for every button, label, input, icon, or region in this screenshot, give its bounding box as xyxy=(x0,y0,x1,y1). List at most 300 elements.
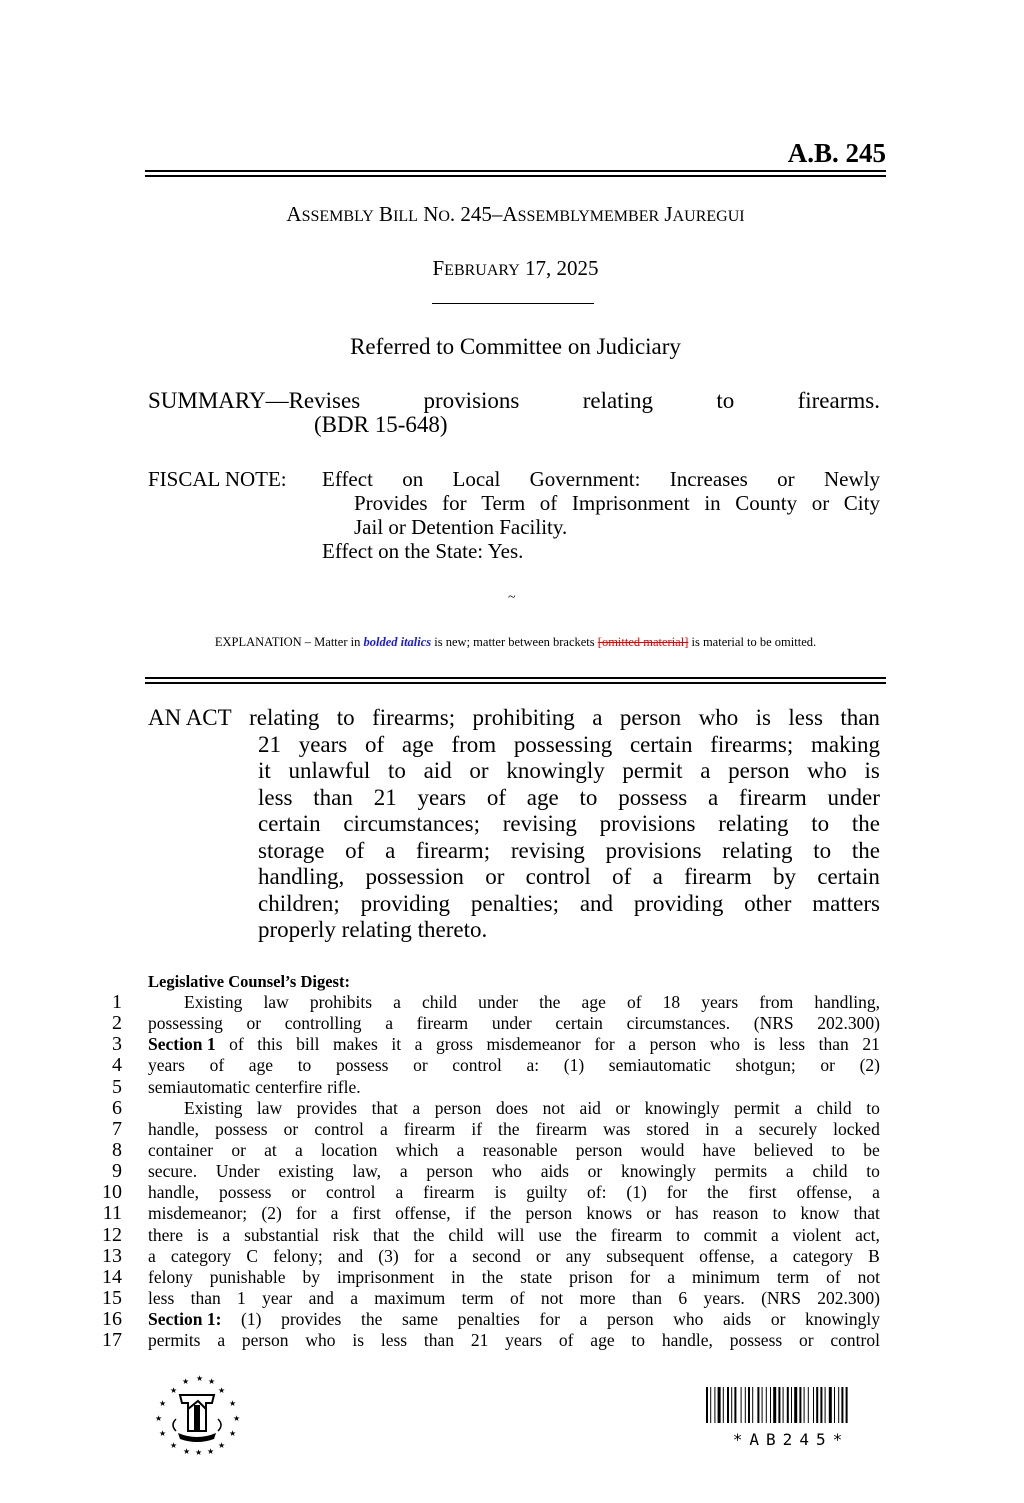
digest-word: the xyxy=(498,1118,520,1139)
digest-word: felony; xyxy=(273,1245,323,1266)
act-word: of xyxy=(612,864,632,889)
digest-word: of xyxy=(229,1034,244,1055)
line-number: 2 xyxy=(112,1012,122,1035)
digest-word: person xyxy=(575,1139,623,1160)
fiscal-line: Effect on the State: Yes. xyxy=(322,539,524,563)
act-word: of xyxy=(345,837,365,863)
act-word: other xyxy=(744,890,792,916)
digest-word: reason xyxy=(712,1203,759,1224)
act-word: making xyxy=(810,731,880,757)
act-word: 21 xyxy=(373,784,397,810)
barcode-bar xyxy=(727,1387,729,1423)
digest-word: first xyxy=(352,1203,381,1224)
act-word: possess xyxy=(618,784,688,810)
digest-word: or xyxy=(231,1139,246,1160)
digest-word: circumstances. xyxy=(626,1013,731,1034)
svg-text:★: ★ xyxy=(218,1441,226,1450)
digest-word: or xyxy=(413,1055,428,1076)
digest-word: who xyxy=(491,1161,522,1182)
digest-word: knows xyxy=(586,1203,633,1224)
summary-word: relating xyxy=(582,388,653,413)
act-word: than xyxy=(840,705,880,730)
act-word: firearm; xyxy=(416,837,491,863)
digest-word: Section 1: xyxy=(148,1309,222,1330)
digest-word: was xyxy=(603,1118,631,1139)
digest-word: existing xyxy=(278,1161,334,1182)
digest-word: (NRS xyxy=(761,1287,801,1308)
act-word: less xyxy=(788,705,823,730)
digest-word: under xyxy=(478,992,518,1012)
act-word: who xyxy=(698,705,739,730)
digest-word: years. xyxy=(703,1287,745,1308)
digest-text xyxy=(148,1182,880,1203)
digest-word: the xyxy=(481,1266,504,1287)
fiscal-word: Effect xyxy=(322,467,373,491)
digest-word: second xyxy=(472,1245,521,1266)
barcode-bar xyxy=(778,1387,780,1423)
digest-word: years xyxy=(148,1055,185,1076)
act-line: properly relating thereto. xyxy=(258,917,488,942)
act-word: AN ACT xyxy=(148,705,232,730)
digest-text xyxy=(148,1140,880,1161)
digest-word: or xyxy=(587,1161,603,1182)
digest-text xyxy=(148,1288,880,1309)
digest-word: penalties xyxy=(457,1309,520,1330)
barcode-bar xyxy=(710,1387,711,1423)
digest-line xyxy=(100,1055,880,1076)
digest-line xyxy=(100,1034,880,1055)
svg-text:★: ★ xyxy=(208,1377,216,1386)
act-word: who xyxy=(807,758,847,783)
digest-word: use xyxy=(538,1224,562,1245)
summary-word: firearms. xyxy=(797,388,880,413)
digest-word: makes xyxy=(333,1034,378,1055)
digest-word: stored xyxy=(646,1118,690,1139)
digest-word: felony xyxy=(148,1266,193,1287)
summary-bdr: (BDR 15-648) xyxy=(314,412,448,437)
fiscal-word: on xyxy=(402,467,424,491)
act-word: to xyxy=(579,784,598,810)
digest-word: control xyxy=(314,1118,364,1139)
digest-word: shotgun; xyxy=(735,1055,796,1076)
digest xyxy=(100,992,880,1351)
act-word: of xyxy=(486,784,506,810)
digest-word: or xyxy=(291,1182,306,1203)
digest-word: a xyxy=(667,1266,676,1287)
digest-word: a xyxy=(295,1139,303,1160)
barcode-bar xyxy=(748,1387,750,1423)
fiscal-word: County xyxy=(735,491,798,515)
digest-word: C xyxy=(246,1245,258,1266)
digest-word: not xyxy=(857,1266,880,1287)
digest-word: aids xyxy=(723,1309,752,1330)
digest-word: 202.300) xyxy=(817,1013,880,1034)
digest-word: permits xyxy=(714,1161,768,1182)
digest-word: firearm xyxy=(423,1182,475,1203)
digest-text xyxy=(148,1267,880,1288)
digest-word: a xyxy=(222,1224,231,1245)
digest-word: minimum xyxy=(691,1266,761,1287)
digest-word: securely xyxy=(758,1118,818,1139)
digest-word: by xyxy=(302,1266,320,1287)
act-line xyxy=(148,732,880,759)
digest-word: rifle. xyxy=(327,1076,361,1097)
fiscal-word: or xyxy=(777,467,795,491)
digest-word: provides xyxy=(296,1097,358,1118)
digest-word: of xyxy=(558,1330,574,1351)
digest-word: that xyxy=(372,1224,400,1245)
line-number: 16 xyxy=(102,1308,122,1331)
barcode-bar xyxy=(773,1387,776,1423)
digest-word: control xyxy=(830,1330,880,1351)
digest-word: permits xyxy=(148,1330,201,1351)
line-number: 3 xyxy=(112,1033,122,1056)
barcode-bar xyxy=(816,1387,818,1423)
fiscal-word: Provides xyxy=(354,491,428,515)
digest-word: state xyxy=(520,1266,553,1287)
digest-word: than xyxy=(818,1034,849,1055)
digest-word: Under xyxy=(215,1161,260,1182)
act-word: storage xyxy=(258,837,325,863)
barcode-bar xyxy=(804,1387,805,1423)
fiscal-note-label: FISCAL NOTE: xyxy=(148,467,287,491)
digest-word: and xyxy=(337,1245,364,1266)
digest-word: than xyxy=(631,1287,663,1308)
digest-word: certain xyxy=(555,1013,603,1034)
digest-word: possess xyxy=(729,1330,783,1351)
digest-text xyxy=(148,1246,880,1267)
digest-word: have xyxy=(702,1139,736,1160)
digest-word: person xyxy=(434,1097,482,1118)
digest-word: for xyxy=(629,1266,651,1287)
summary-block xyxy=(148,389,880,437)
act-word: age xyxy=(526,784,559,810)
fiscal-word: Local xyxy=(452,467,501,491)
explanation-new-sample: bolded italics xyxy=(363,635,432,649)
act-word: under xyxy=(827,784,880,810)
act-word: firearm xyxy=(739,784,807,810)
act-word: of xyxy=(364,731,385,757)
act-word: firearms; xyxy=(710,731,794,757)
svg-text:★: ★ xyxy=(229,1399,237,1408)
digest-word: semiautomatic xyxy=(148,1076,251,1097)
digest-word: offense, xyxy=(395,1203,451,1224)
digest-word: 6 xyxy=(678,1287,688,1308)
digest-word: of: xyxy=(587,1182,607,1203)
explanation: EXPLANATION – Matter in bolded italics is new; matter between brackets [omitted material] is material to be omitted. xyxy=(214,635,817,649)
act-line xyxy=(148,811,880,838)
act-word: aid xyxy=(423,758,452,783)
act-word: provisions xyxy=(605,837,702,863)
nevada-legislature-seal xyxy=(152,1375,242,1460)
act-word: person xyxy=(619,705,682,730)
digest-word: a xyxy=(872,1182,880,1203)
digest-word: category xyxy=(792,1245,853,1266)
digest-text xyxy=(148,1034,880,1055)
digest-word: law, xyxy=(352,1161,382,1182)
digest-word: knowingly xyxy=(805,1309,880,1330)
digest-word: a xyxy=(379,1118,388,1139)
digest-line xyxy=(100,1140,880,1161)
digest-word: of xyxy=(626,992,642,1012)
digest-word: the xyxy=(575,1224,597,1245)
digest-word: less xyxy=(148,1287,175,1308)
svg-text:★: ★ xyxy=(159,1399,167,1408)
committee-referral: Referred to Committee on Judiciary xyxy=(350,334,681,359)
barcode-bar xyxy=(829,1387,832,1423)
act-word: to xyxy=(811,811,830,836)
act-word: or xyxy=(485,864,505,889)
bill-number: A.B. 245 xyxy=(787,138,886,168)
digest-word: imprisonment xyxy=(336,1266,435,1287)
digest-word: substantial xyxy=(244,1224,319,1245)
digest-word: less xyxy=(778,1034,806,1055)
act-word: a xyxy=(700,758,711,783)
digest-word: of xyxy=(510,1287,525,1308)
digest-word: aids xyxy=(540,1161,569,1182)
digest-word: person xyxy=(241,1330,289,1351)
digest-word: a xyxy=(395,1182,404,1203)
line-number: 14 xyxy=(102,1265,122,1288)
act-word: children; xyxy=(258,890,340,916)
digest-word: handle, xyxy=(661,1330,713,1351)
line-number: 10 xyxy=(102,1181,122,1204)
act-word: possession xyxy=(365,864,464,889)
act-word: certain xyxy=(629,731,693,757)
digest-word: subsequent xyxy=(606,1245,684,1266)
digest-line xyxy=(100,1203,880,1224)
digest-line xyxy=(100,1246,880,1267)
digest-word: the xyxy=(361,1309,383,1330)
act-word: a xyxy=(385,837,396,863)
digest-word: a xyxy=(350,1287,358,1308)
digest-word: violent xyxy=(792,1224,842,1245)
digest-word: or xyxy=(646,1203,661,1224)
digest-text xyxy=(148,1309,880,1330)
act-line xyxy=(148,838,880,865)
fiscal-word: Increases xyxy=(669,467,748,491)
act-word: or xyxy=(469,758,489,783)
digest-word: a xyxy=(449,1245,458,1266)
digest-word: a xyxy=(217,1330,226,1351)
line-number: 17 xyxy=(102,1329,122,1352)
svg-text:★: ★ xyxy=(155,1414,163,1423)
fiscal-word: for xyxy=(442,491,467,515)
barcode-bar xyxy=(762,1387,763,1423)
digest-word: Existing xyxy=(184,1097,243,1118)
barcode-bar xyxy=(741,1387,742,1423)
digest-word: less xyxy=(380,1330,408,1351)
digest-word: under xyxy=(491,1013,532,1034)
svg-text:★: ★ xyxy=(218,1386,226,1395)
barcode-bar xyxy=(838,1387,839,1423)
digest-word: B xyxy=(868,1245,880,1266)
digest-word: offense, xyxy=(699,1245,755,1266)
barcode xyxy=(705,1387,877,1449)
digest-word: firearm xyxy=(610,1224,663,1245)
act-word: a xyxy=(592,705,603,730)
digest-word: (2) xyxy=(261,1203,282,1224)
svg-text:★: ★ xyxy=(229,1429,237,1438)
svg-text:★: ★ xyxy=(182,1377,190,1386)
digest-line xyxy=(100,1267,880,1288)
digest-line xyxy=(100,1182,880,1203)
digest-word: law xyxy=(256,1097,283,1118)
line-number: 12 xyxy=(102,1223,122,1246)
act-word: from xyxy=(451,731,497,757)
digest-text xyxy=(148,1330,880,1351)
digest-text xyxy=(148,1055,880,1076)
digest-word: firearm xyxy=(416,1013,469,1034)
digest-word: for xyxy=(296,1203,317,1224)
barcode-bar xyxy=(752,1387,753,1423)
digest-line xyxy=(100,1077,880,1098)
digest-word: 21 xyxy=(470,1330,489,1351)
svg-text:★: ★ xyxy=(233,1414,241,1423)
act-word: revising xyxy=(510,837,585,863)
digest-line xyxy=(100,1161,880,1182)
line-number: 9 xyxy=(112,1160,122,1183)
digest-word: this xyxy=(257,1034,283,1055)
act-word: a xyxy=(652,864,663,889)
digest-word: punishable xyxy=(209,1266,286,1287)
digest-word: a xyxy=(414,1034,423,1055)
digest-word: handle, xyxy=(148,1182,200,1203)
act-line xyxy=(148,785,880,812)
line-number: 11 xyxy=(102,1202,122,1225)
digest-word: is xyxy=(352,1330,365,1351)
digest-word: which xyxy=(395,1139,439,1160)
act-word: circumstances; xyxy=(343,811,480,836)
act-line xyxy=(148,891,880,918)
digest-word: term xyxy=(461,1287,494,1308)
digest-word: child xyxy=(448,1224,484,1245)
date-line: FEBRUARY 17, 2025 xyxy=(432,256,599,280)
digest-word: guilty xyxy=(526,1182,568,1203)
digest-text xyxy=(148,1161,880,1182)
line-number: 15 xyxy=(102,1286,122,1309)
digest-word: (1) xyxy=(626,1182,647,1203)
digest-word: secure. xyxy=(148,1161,198,1182)
line-number: 4 xyxy=(112,1054,122,1077)
digest-word: controlling xyxy=(284,1013,362,1034)
digest-word: a xyxy=(769,1245,778,1266)
digest-line xyxy=(100,1225,880,1246)
digest-word: of xyxy=(209,1055,225,1076)
svg-text:★: ★ xyxy=(170,1441,178,1450)
digest-word: for xyxy=(666,1182,688,1203)
digest-word: to xyxy=(866,1161,880,1182)
digest-word: from xyxy=(759,992,794,1012)
digest-word: is xyxy=(196,1224,209,1245)
digest-word: or xyxy=(820,1055,835,1076)
digest-word: semiautomatic xyxy=(608,1055,711,1076)
header-rule xyxy=(145,170,886,177)
barcode-bar xyxy=(799,1387,801,1423)
act-line xyxy=(148,864,880,891)
digest-line xyxy=(100,1013,880,1034)
digest-word: in xyxy=(451,1266,465,1287)
fiscal-word: Government: xyxy=(529,467,641,491)
digest-word: maximum xyxy=(374,1287,446,1308)
act-word: than xyxy=(313,784,353,810)
digest-word: be xyxy=(863,1139,880,1160)
svg-text:★: ★ xyxy=(159,1429,167,1438)
digest-word: any xyxy=(565,1245,592,1266)
digest-word: prohibits xyxy=(309,992,373,1012)
digest-word: than xyxy=(423,1330,455,1351)
act-title xyxy=(148,705,880,944)
digest-word: bill xyxy=(296,1034,320,1055)
barcode-caption: *AB245* xyxy=(732,1430,850,1449)
digest-word: control xyxy=(325,1182,376,1203)
digest-word: if xyxy=(464,1203,476,1224)
digest-word: permit xyxy=(734,1097,780,1118)
digest-word: same xyxy=(402,1309,439,1330)
digest-word: age xyxy=(248,1055,274,1076)
fiscal-word: City xyxy=(843,491,880,515)
act-word: penalties; xyxy=(470,890,559,916)
digest-line xyxy=(100,1330,880,1351)
act-word: providing xyxy=(360,890,451,916)
digest-word: (1) xyxy=(563,1055,585,1076)
digest-word: 18 xyxy=(662,992,681,1012)
digest-word: more xyxy=(579,1287,616,1308)
svg-text:★: ★ xyxy=(196,1375,204,1383)
summary-word: SUMMARY—Revises xyxy=(148,388,361,413)
digest-word: child xyxy=(812,1161,848,1182)
digest-word: in xyxy=(705,1118,719,1139)
act-word: certain xyxy=(258,811,321,836)
fiscal-word: Imprisonment xyxy=(571,491,690,515)
act-word: age xyxy=(401,731,434,757)
digest-word: to xyxy=(831,1139,846,1160)
digest-word: or xyxy=(770,1309,786,1330)
digest-word: the xyxy=(489,1203,512,1224)
line-number: 1 xyxy=(112,991,122,1013)
digest-word: would xyxy=(640,1139,685,1160)
barcode-bar xyxy=(787,1387,789,1423)
act-word: a xyxy=(708,784,719,810)
act-word: permit xyxy=(622,758,683,783)
digest-word: it xyxy=(391,1034,402,1055)
act-word: unlawful xyxy=(288,758,371,783)
act-word: and xyxy=(579,890,614,916)
digest-text xyxy=(148,1119,880,1140)
act-word: handling, xyxy=(258,864,345,889)
digest-word: to xyxy=(297,1055,312,1076)
act-word: 21 xyxy=(258,731,281,757)
act-word: is xyxy=(864,758,880,783)
barcode-bar xyxy=(834,1387,835,1423)
digest-word: or xyxy=(246,1013,262,1034)
digest-word: person xyxy=(649,1034,697,1055)
digest-text xyxy=(148,1203,880,1224)
fiscal-line: Jail or Detention Facility. xyxy=(354,515,568,539)
barcode-bar xyxy=(714,1387,715,1423)
act-word: to xyxy=(336,705,355,730)
digest-word: a xyxy=(734,1118,743,1139)
svg-text:★: ★ xyxy=(183,1447,191,1455)
act-word: possessing xyxy=(513,731,613,757)
digest-word: prison xyxy=(569,1266,613,1287)
act-word: firearms; xyxy=(372,705,456,730)
digest-word: a xyxy=(393,992,401,1012)
act-word: it xyxy=(258,758,271,783)
digest-word: a xyxy=(628,1034,637,1055)
digest-word: Section 1 xyxy=(148,1034,216,1055)
digest-word: does xyxy=(495,1097,529,1118)
